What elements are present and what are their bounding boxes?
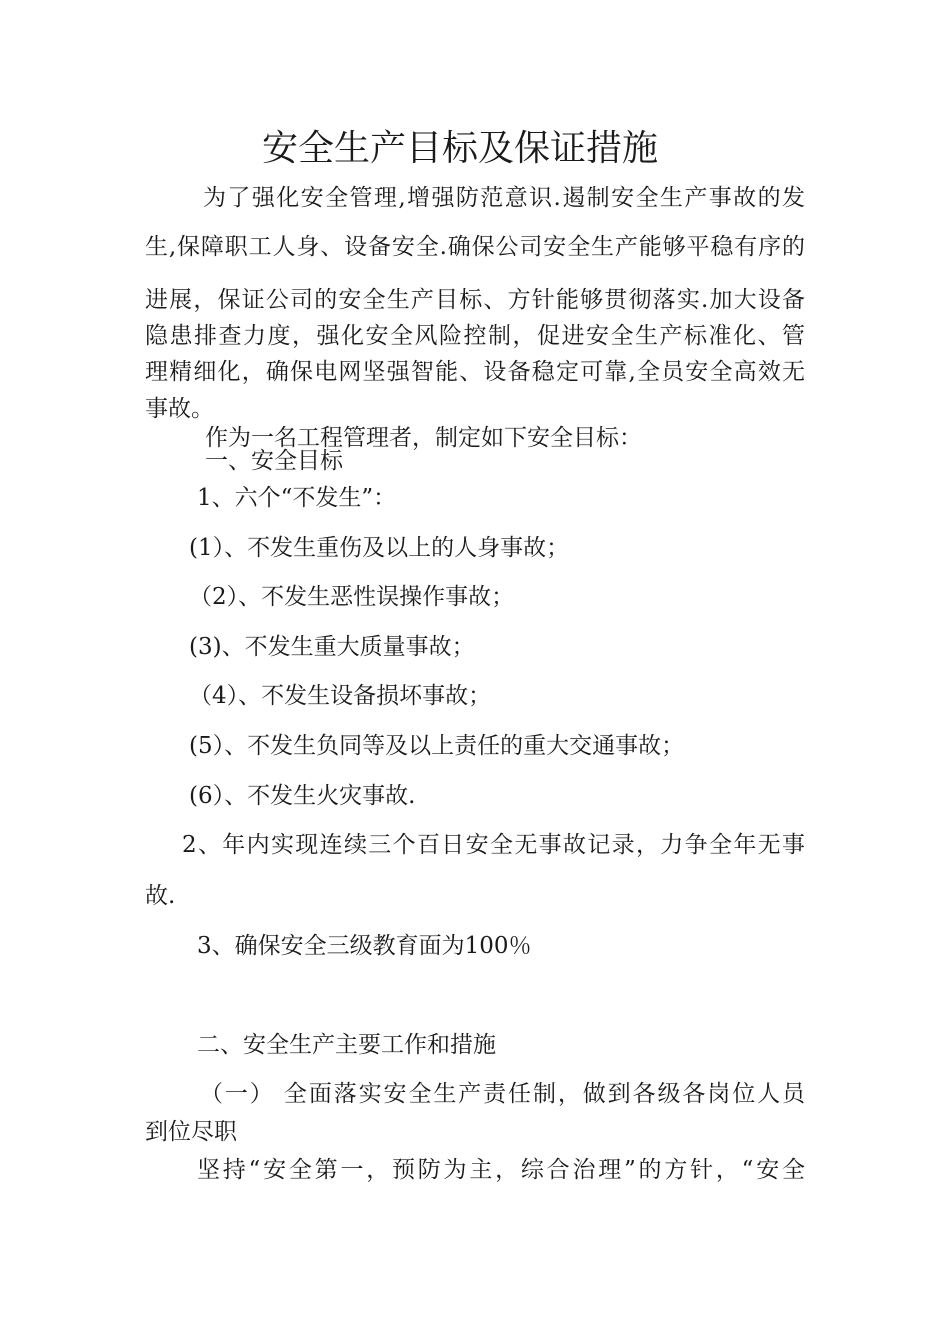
- measure-line: 到位尽职: [145, 1119, 237, 1145]
- intro-line: 生,保障职工人身、设备安全.确保公司安全生产能够平稳有序的: [145, 234, 805, 260]
- role-statement: 作为一名工程管理者，制定如下安全目标：: [205, 425, 642, 451]
- goal-item: (1）、不发生重伤及以上的人身事故；: [189, 535, 570, 561]
- document-title: 安全生产目标及保证措施: [261, 128, 658, 169]
- intro-line: 为了强化安全管理,增强防范意识.遏制安全生产事故的发: [203, 185, 805, 211]
- measure-line: （一） 全面落实安全生产责任制，做到各级各岗位人员: [200, 1081, 805, 1107]
- goal-item: （2）、不发生恶性误操作事故；: [189, 584, 515, 610]
- section-heading: 一、安全目标: [205, 448, 343, 474]
- goal-item: (3)、不发生重大质量事故；: [189, 634, 475, 660]
- goal-line: 故.: [145, 883, 176, 909]
- goal-item: (5）、不发生负同等及以上责任的重大交通事故；: [189, 733, 685, 759]
- intro-line: 隐患排查力度，强化安全风险控制，促进安全生产标准化、管: [145, 323, 805, 349]
- intro-line: 事故。: [145, 396, 214, 422]
- intro-line: 进展，保证公司的安全生产目标、方针能够贯彻落实.加大设备: [145, 287, 805, 313]
- goal-item: （4）、不发生设备损坏事故；: [189, 683, 492, 709]
- intro-line: 理精细化，确保电网坚强智能、设备稳定可靠,全员安全高效无: [145, 359, 805, 385]
- goal-item: (6）、不发生火灾事故.: [189, 783, 416, 809]
- goal-line: 2、年内实现连续三个百日安全无事故记录，力争全年无事: [182, 832, 805, 858]
- section-heading: 二、安全生产主要工作和措施: [197, 1032, 496, 1058]
- measure-body: 坚持“安全第一，预防为主，综合治理”的方针，“安全: [197, 1157, 805, 1183]
- goal-line: 3、确保安全三级教育面为100％: [197, 933, 532, 959]
- goal-heading: 1、六个“不发生”：: [197, 485, 397, 511]
